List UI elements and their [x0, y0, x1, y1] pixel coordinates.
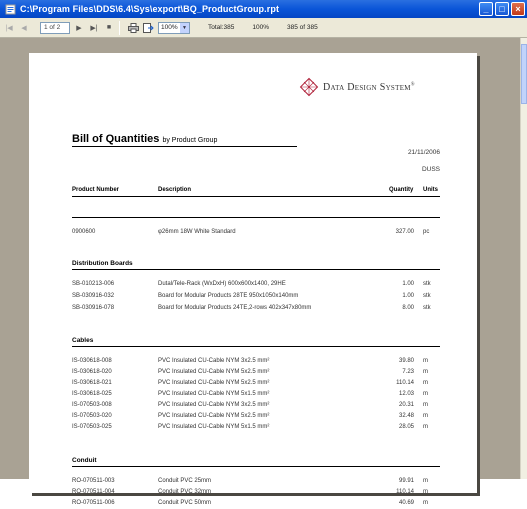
- page-number-input[interactable]: 1 of 2: [40, 22, 70, 34]
- section-divider: [72, 346, 440, 347]
- table-row: IS-070503-008 PVC Insulated CU-Cable NYM 3x2.5 mm² 20.31 m: [72, 402, 428, 408]
- logo-diamond-icon: [299, 77, 319, 97]
- chevron-down-icon[interactable]: ▼: [180, 23, 189, 33]
- first-page-icon[interactable]: |◀: [5, 24, 13, 32]
- column-header-quantity: Quantity: [389, 187, 414, 193]
- column-header-description: Description: [158, 187, 192, 193]
- report-toolbar: [0, 18, 527, 38]
- table-row: RO-070511-006 Conduit PVC 50mm 40.69 m: [72, 500, 428, 506]
- column-header-units: Units: [423, 187, 438, 193]
- column-header-product-number: Product Number: [72, 187, 120, 193]
- section-heading-conduit: Conduit: [72, 457, 97, 464]
- table-row: IS-030618-008 PVC Insulated CU-Cable NYM 3x2.5 mm² 39.80 m: [72, 358, 428, 364]
- report-subtitle: by Product Group: [162, 137, 218, 144]
- export-icon[interactable]: [142, 22, 154, 34]
- section-heading-cables: Cables: [72, 337, 94, 344]
- maximize-button[interactable]: □: [495, 2, 509, 16]
- next-page-icon[interactable]: ▶: [76, 24, 82, 32]
- logo-text: Data Design System®: [323, 81, 415, 93]
- report-date: 21/11/2006: [407, 149, 440, 156]
- table-row: IS-030618-021 PVC Insulated CU-Cable NYM 5x2.5 mm² 110.14 m: [72, 380, 428, 386]
- header-divider-lower: [72, 217, 440, 218]
- vertical-scrollbar[interactable]: [520, 38, 527, 479]
- title-bar[interactable]: [0, 0, 527, 18]
- scrollbar-thumb[interactable]: [521, 44, 527, 104]
- window-title: C:\Program Files\DDS\6.4\Sys\export\BQ_ProductGroup.rpt: [20, 4, 280, 14]
- table-row: SB-010213-006 Dutal/Tele-Rack (WxDxH) 600x600x1400, 29HE 1.00 stk: [72, 281, 431, 287]
- table-row: SB-030916-078 Board for Modular Products 24TE,2-rows 402x347x80mm 8.00 stk: [72, 305, 431, 311]
- section-heading-distribution-boards: Distribution Boards: [72, 260, 133, 267]
- percent-read: 100%: [252, 24, 270, 31]
- report-app-icon: [4, 3, 16, 15]
- table-row: RO-070511-004 Conduit PVC 32mm 110.14 m: [72, 489, 428, 495]
- section-divider: [72, 269, 440, 270]
- previous-page-icon[interactable]: ◀: [21, 24, 27, 32]
- company-logo: [299, 77, 415, 97]
- report-user: DUSS: [421, 166, 440, 173]
- zoom-value: 100%: [161, 24, 178, 31]
- table-row: 0900600 φ26mm 18W White Standard 327.00 pc: [72, 229, 430, 235]
- table-row: IS-070503-025 PVC Insulated CU-Cable NYM 5x1.5 mm² 28.05 m: [72, 424, 428, 430]
- toolbar-separator: [119, 21, 120, 35]
- table-row: IS-070503-020 PVC Insulated CU-Cable NYM 5x2.5 mm² 32.48 m: [72, 413, 428, 419]
- table-row: SB-030916-032 Board for Modular Products 28TE 950x1050x140mm 1.00 stk: [72, 293, 431, 299]
- close-button[interactable]: ×: [511, 2, 525, 16]
- table-row: IS-030618-020 PVC Insulated CU-Cable NYM 5x2.5 mm² 7.23 m: [72, 369, 428, 375]
- report-viewer: [0, 38, 520, 506]
- title-underline: [72, 146, 297, 147]
- report-page: [29, 53, 477, 506]
- total-records: Total:385: [208, 24, 235, 31]
- table-row: IS-030618-025 PVC Insulated CU-Cable NYM 5x1.5 mm² 12.03 m: [72, 391, 428, 397]
- table-row: RO-070511-003 Conduit PVC 25mm 99.91 m: [72, 478, 428, 484]
- print-icon[interactable]: [127, 22, 139, 34]
- stop-icon[interactable]: ■: [106, 24, 112, 31]
- section-divider: [72, 466, 440, 467]
- record-count: 385 of 385: [287, 24, 318, 31]
- header-divider: [72, 196, 440, 197]
- minimize-button[interactable]: _: [479, 2, 493, 16]
- last-page-icon[interactable]: ▶|: [90, 24, 98, 32]
- report-title: Bill of Quantities by Product Group: [72, 133, 218, 145]
- zoom-select[interactable]: [158, 22, 190, 34]
